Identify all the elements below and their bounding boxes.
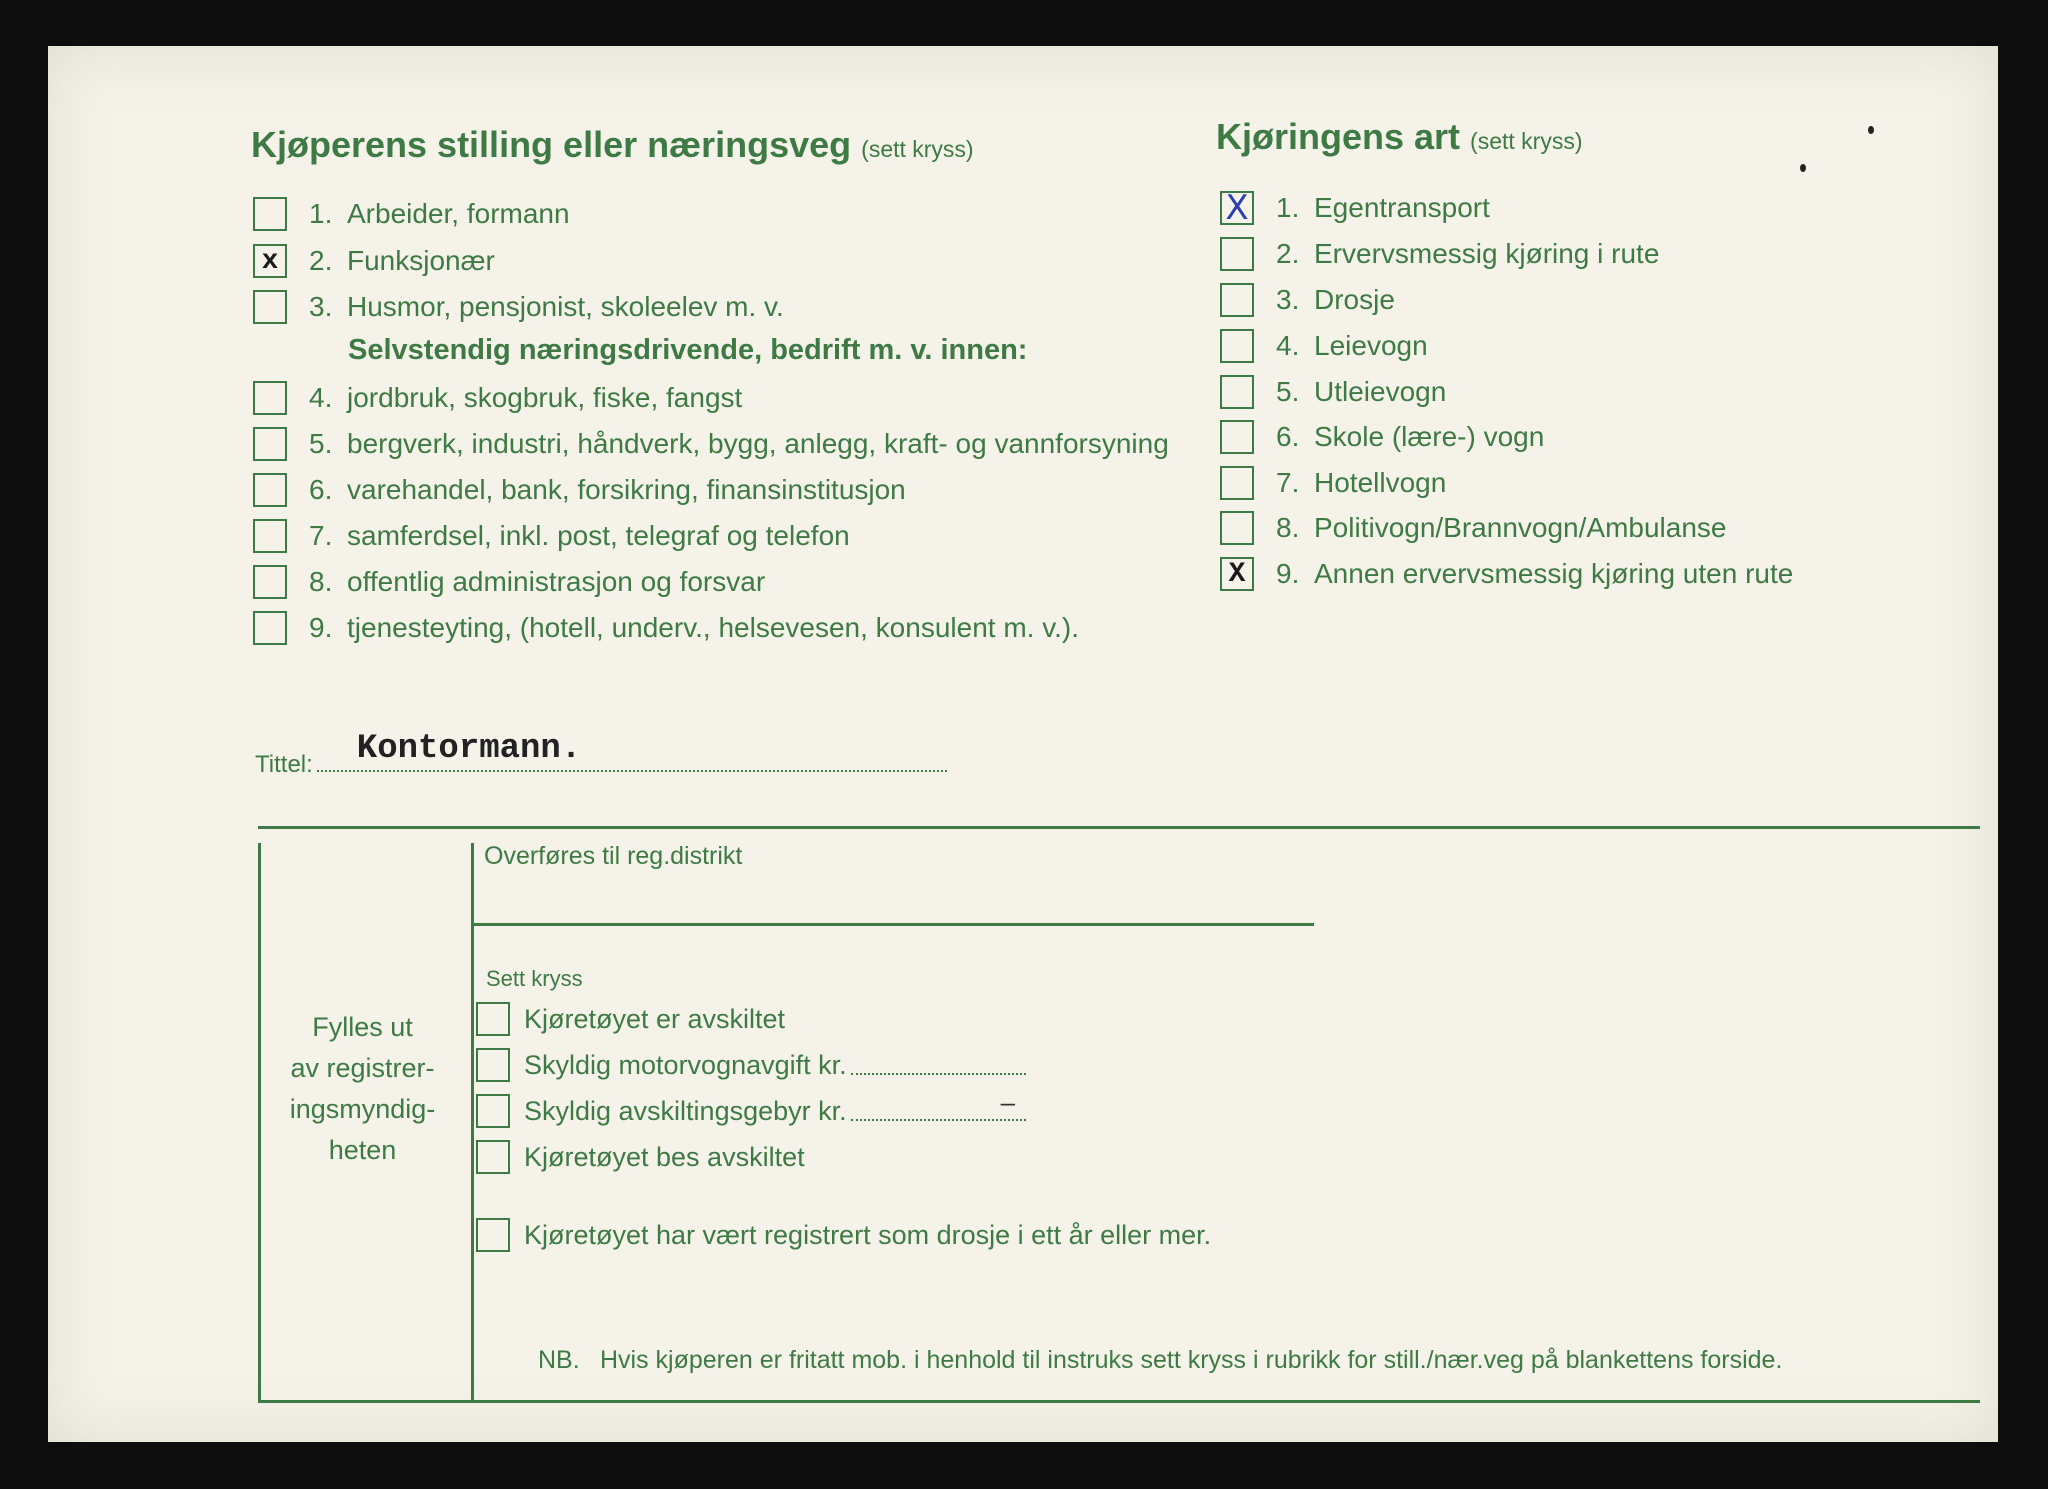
checkbox[interactable] <box>253 290 287 324</box>
right-item-6[interactable] <box>1220 417 1544 457</box>
right-item-5[interactable] <box>1220 372 1446 412</box>
checkbox[interactable] <box>253 519 287 553</box>
left-item-8[interactable] <box>253 562 765 602</box>
check-label: Kjøretøyet bes avskiltet <box>524 1141 805 1172</box>
checkbox[interactable] <box>1220 329 1254 363</box>
item-number: 9. <box>1276 558 1300 589</box>
amount-dotted-line[interactable] <box>851 1087 1026 1121</box>
right-item-1[interactable] <box>1220 188 1490 228</box>
form-sheet <box>48 46 1998 1442</box>
item-number: 2. <box>309 245 333 276</box>
checkbox[interactable]: X <box>1220 191 1254 225</box>
side-line: Fylles ut <box>312 1012 413 1042</box>
item-label: Hotellvogn <box>1314 467 1447 498</box>
box-top-line <box>258 826 1980 829</box>
check-label: Skyldig motorvognavgift kr. <box>524 1049 847 1080</box>
checkbox[interactable] <box>1220 283 1254 317</box>
side-line: heten <box>328 1135 397 1165</box>
checkbox[interactable] <box>1220 511 1254 545</box>
checkbox[interactable] <box>476 1094 510 1128</box>
check-avskiltet[interactable] <box>476 1002 785 1036</box>
checkbox[interactable] <box>476 1140 510 1174</box>
item-number: 8. <box>309 566 333 597</box>
item-number: 9. <box>309 612 333 643</box>
item-label: Egentransport <box>1314 192 1490 223</box>
item-number: 3. <box>309 291 333 322</box>
item-number: 1. <box>1276 192 1300 223</box>
left-title-text: Kjøperens stilling eller næringsveg <box>251 124 852 165</box>
item-label: Funksjonær <box>347 245 495 276</box>
checkbox[interactable] <box>1220 420 1254 454</box>
self-employed-subheading: Selvstendig næringsdrivende, bedrift m. v. innen: <box>348 334 1028 366</box>
item-number: 8. <box>1276 512 1300 543</box>
checkbox[interactable] <box>253 381 287 415</box>
item-label: tjenesteyting, (hotell, underv., helsevesen, konsulent m. v.). <box>347 612 1080 643</box>
title-dotted-line[interactable] <box>317 730 947 772</box>
side-line: ingsmyndig- <box>289 1094 436 1124</box>
check-drosje-ett-aar[interactable] <box>476 1218 1211 1252</box>
box-left-line <box>258 843 261 1403</box>
item-label: Utleievogn <box>1314 376 1447 407</box>
item-number: 2. <box>1276 238 1300 269</box>
item-label: Leievogn <box>1314 330 1428 361</box>
check-label: Kjøretøyet er avskiltet <box>524 1003 786 1034</box>
check-bes-avskiltet[interactable] <box>476 1140 805 1174</box>
checkbox[interactable] <box>476 1218 510 1252</box>
left-item-9[interactable] <box>253 608 1079 648</box>
nb-text: Hvis kjøperen er fritatt mob. i henhold til instruks sett kryss i rubrikk for still./nær.veg på blankettens forside. <box>600 1346 1783 1374</box>
checkbox[interactable] <box>1220 375 1254 409</box>
amount-dotted-line[interactable] <box>851 1055 1026 1075</box>
left-title-note: (sett kryss) <box>861 136 974 162</box>
transfer-underline <box>474 923 1314 926</box>
left-item-1[interactable] <box>253 194 570 234</box>
authority-side-label <box>270 1007 455 1171</box>
item-number: 6. <box>309 474 333 505</box>
item-number: 5. <box>309 428 333 459</box>
right-item-8[interactable] <box>1220 508 1726 548</box>
box-divider-line <box>471 843 474 1403</box>
checkbox[interactable] <box>253 473 287 507</box>
item-label: Skole (lære-) vogn <box>1314 421 1545 452</box>
sett-kryss-label: Sett kryss <box>486 966 583 991</box>
item-label: Annen ervervsmessig kjøring uten rute <box>1314 558 1794 589</box>
item-label: offentlig administrasjon og forsvar <box>347 566 766 597</box>
item-label: Drosje <box>1314 284 1395 315</box>
checkbox[interactable]: X <box>1220 557 1254 591</box>
title-field[interactable] <box>255 730 947 779</box>
checkbox[interactable] <box>1220 466 1254 500</box>
right-item-4[interactable] <box>1220 326 1428 366</box>
right-title-note: (sett kryss) <box>1470 128 1583 154</box>
right-title-text: Kjøringens art <box>1216 116 1461 157</box>
item-label: bergverk, industri, håndverk, bygg, anlegg, kraft- og vannforsyning <box>347 428 1169 459</box>
right-item-9[interactable] <box>1220 554 1793 594</box>
right-section-title <box>1216 116 1583 158</box>
side-line: av registrer- <box>290 1053 435 1083</box>
left-item-5[interactable] <box>253 424 1169 464</box>
checkbox[interactable] <box>253 427 287 461</box>
left-item-3[interactable] <box>253 287 784 327</box>
amount-mark: – <box>1000 1087 1016 1117</box>
checkbox[interactable] <box>1220 237 1254 271</box>
ink-speck <box>1800 164 1806 172</box>
checkbox[interactable] <box>253 611 287 645</box>
checkbox[interactable] <box>476 1002 510 1036</box>
item-number: 7. <box>309 520 333 551</box>
title-label: Tittel: <box>255 751 313 778</box>
item-label: Husmor, pensjonist, skoleelev m. v. <box>347 291 784 322</box>
item-number: 4. <box>309 382 333 413</box>
transfer-label: Overføres til reg.distrikt <box>484 842 743 870</box>
item-number: 3. <box>1276 284 1300 315</box>
item-number: 4. <box>1276 330 1300 361</box>
item-number: 6. <box>1276 421 1300 452</box>
show-through-text <box>1328 606 1348 644</box>
item-label: samferdsel, inkl. post, telegraf og telefon <box>347 520 850 551</box>
left-section-title <box>251 124 974 166</box>
check-avskiltingsgebyr[interactable] <box>476 1087 1026 1128</box>
item-label: varehandel, bank, forsikring, finansinstitusjon <box>347 474 906 505</box>
item-number: 7. <box>1276 467 1300 498</box>
ink-speck <box>1868 126 1874 134</box>
check-motorvognavgift[interactable] <box>476 1048 1026 1082</box>
item-number: 5. <box>1276 376 1300 407</box>
item-number: 1. <box>309 198 333 229</box>
right-item-2[interactable] <box>1220 234 1659 274</box>
left-item-7[interactable] <box>253 516 850 556</box>
item-label: jordbruk, skogbruk, fiske, fangst <box>347 382 743 413</box>
left-item-4[interactable] <box>253 378 742 418</box>
item-label: Ervervsmessig kjøring i rute <box>1314 238 1660 269</box>
nb-note <box>538 1346 1782 1375</box>
item-label: Arbeider, formann <box>347 198 570 229</box>
right-item-3[interactable] <box>1220 280 1395 320</box>
checkbox[interactable] <box>253 197 287 231</box>
checkbox[interactable] <box>253 565 287 599</box>
check-label: Skyldig avskiltingsgebyr kr. <box>524 1095 847 1126</box>
title-value: Kontormann. <box>356 730 582 768</box>
item-label: Politivogn/Brannvogn/Ambulanse <box>1314 512 1727 543</box>
nb-label: NB. <box>538 1346 580 1374</box>
left-item-2[interactable] <box>253 241 495 281</box>
box-bottom-line <box>258 1400 1980 1403</box>
checkbox[interactable]: x <box>253 244 287 278</box>
checkbox[interactable] <box>476 1048 510 1082</box>
right-item-7[interactable] <box>1220 463 1446 503</box>
check-label: Kjøretøyet har vært registrert som drosje i ett år eller mer. <box>524 1219 1212 1250</box>
left-item-6[interactable] <box>253 470 906 510</box>
